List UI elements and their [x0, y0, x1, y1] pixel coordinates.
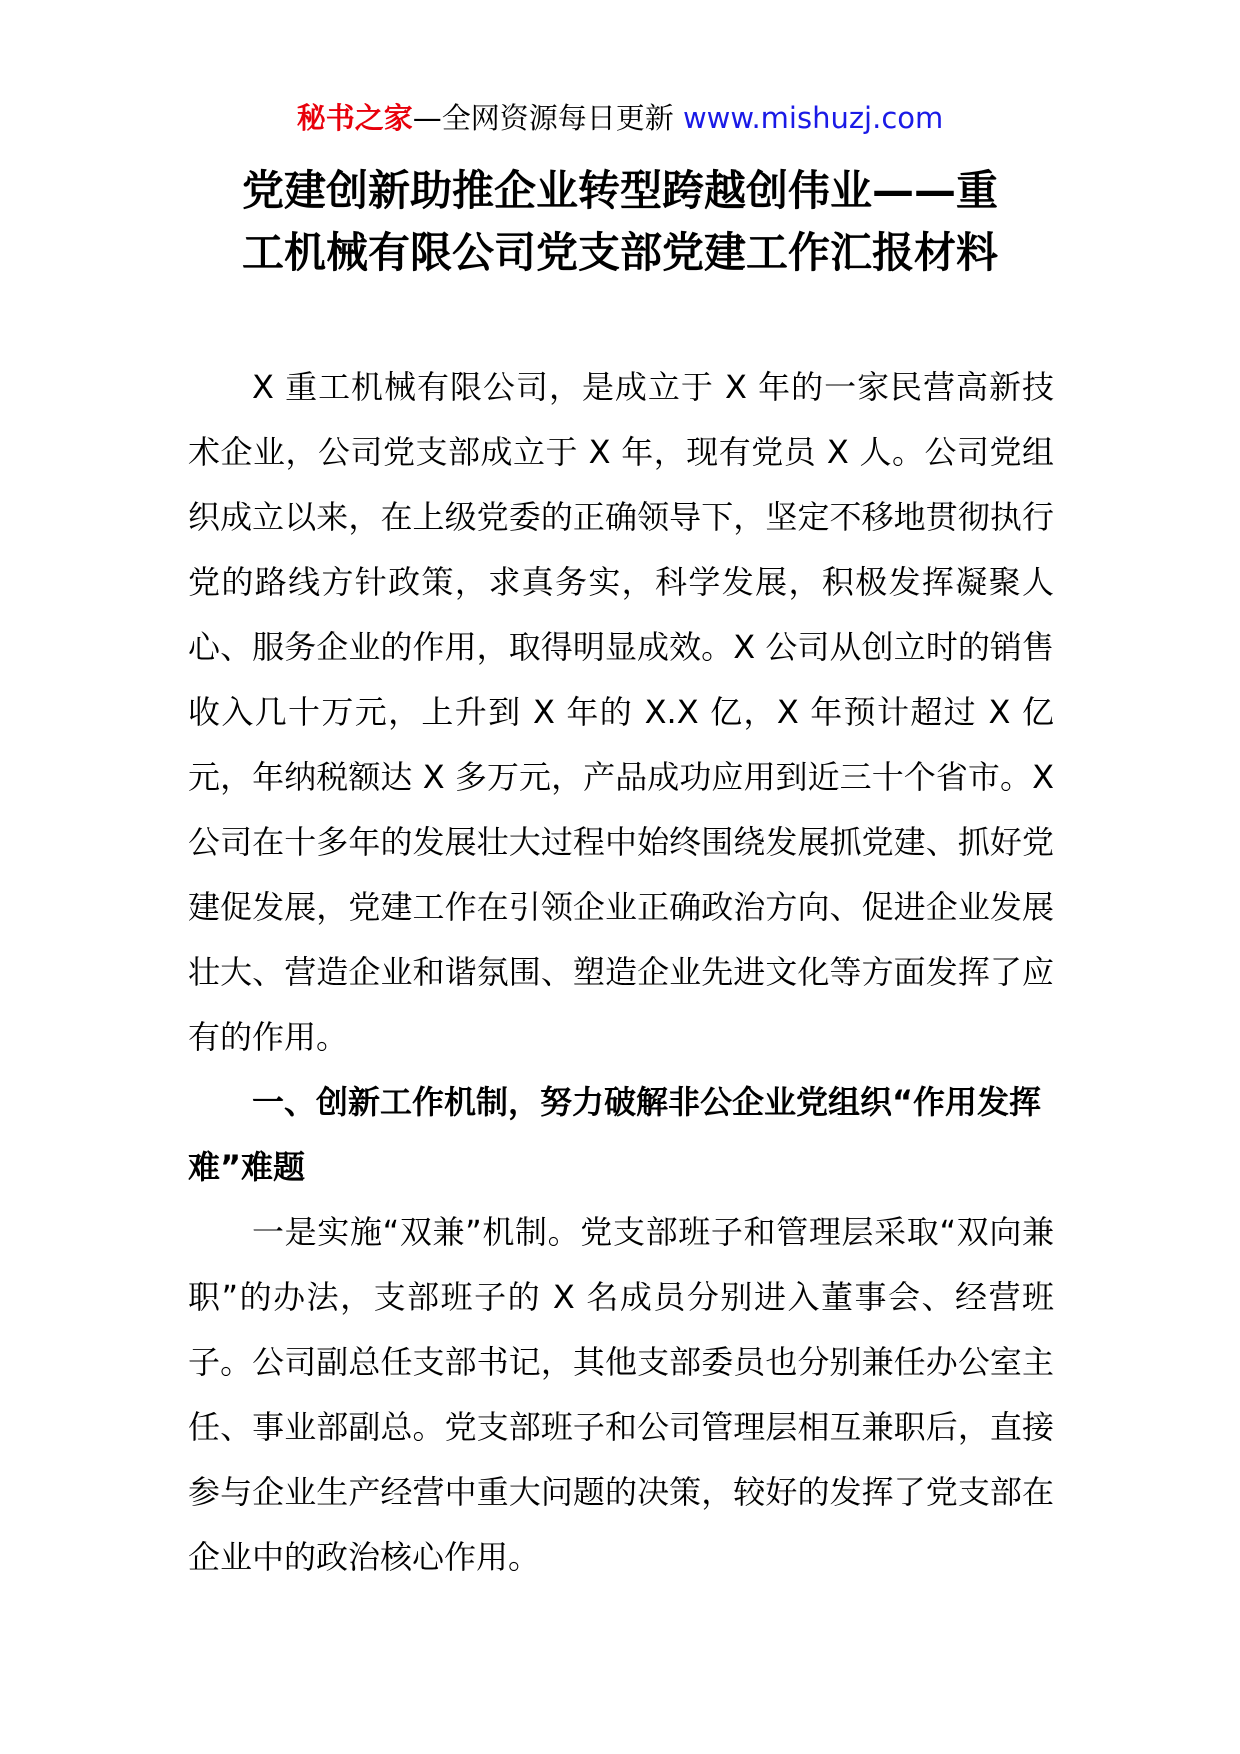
site-url-link[interactable]: www.mishuzj.com [682, 101, 944, 135]
section-heading: 一、创新工作机制，努力破解非公企业党组织“作用发挥难”难题 [188, 1083, 1042, 1186]
site-header [0, 98, 1240, 138]
title-line-2: 工机械有限公司党支部党建工作汇报材料 [241, 228, 998, 277]
brand-name: 秘书之家 [296, 101, 413, 135]
intro-paragraph: X 重工机械有限公司，是成立于 X 年的一家民营高新技术企业，公司党支部成立于 X 年，现有党员 X 人。公司党组织成立以来，在上级党委的正确领导下，坚定不移地贯彻执行党的路线方针政策，求真务实，科学发展，积极发挥凝聚人心、服务企业的作用，取得明显成效。X 公司从创立时的销售收入几十万元，上升到 X 年的 X.X 亿，X 年预计超过 X 亿元，年纳税额达 X 多万元，产品成功应用到近三十个省市。X 公司在十多年的发展壮大过程中始终围绕发展抓党建、抓好党建促发展，党建工作在引领企业正确政治方向、促进企业发展壮大、营造企业和谐氛围、塑造企业先进文化等方面发挥了应有的作用。 [188, 368, 1054, 1056]
document-body [188, 355, 1054, 1590]
section-paragraph: 一是实施“双兼”机制。党支部班子和管理层采取“双向兼职”的办法，支部班子的 X 名成员分别进入董事会、经营班子。公司副总任支部书记，其他支部委员也分别兼任办公室主任、事业部副总。党支部班子和公司管理层相互兼职后，直接参与企业生产经营中重大问题的决策，较好的发挥了党支部在企业中的政治核心作用。 [188, 1213, 1054, 1576]
document-title [180, 160, 1060, 284]
header-tagline: —全网资源每日更新 [412, 101, 683, 135]
title-line-1: 党建创新助推企业转型跨越创伟业——重 [241, 166, 998, 215]
